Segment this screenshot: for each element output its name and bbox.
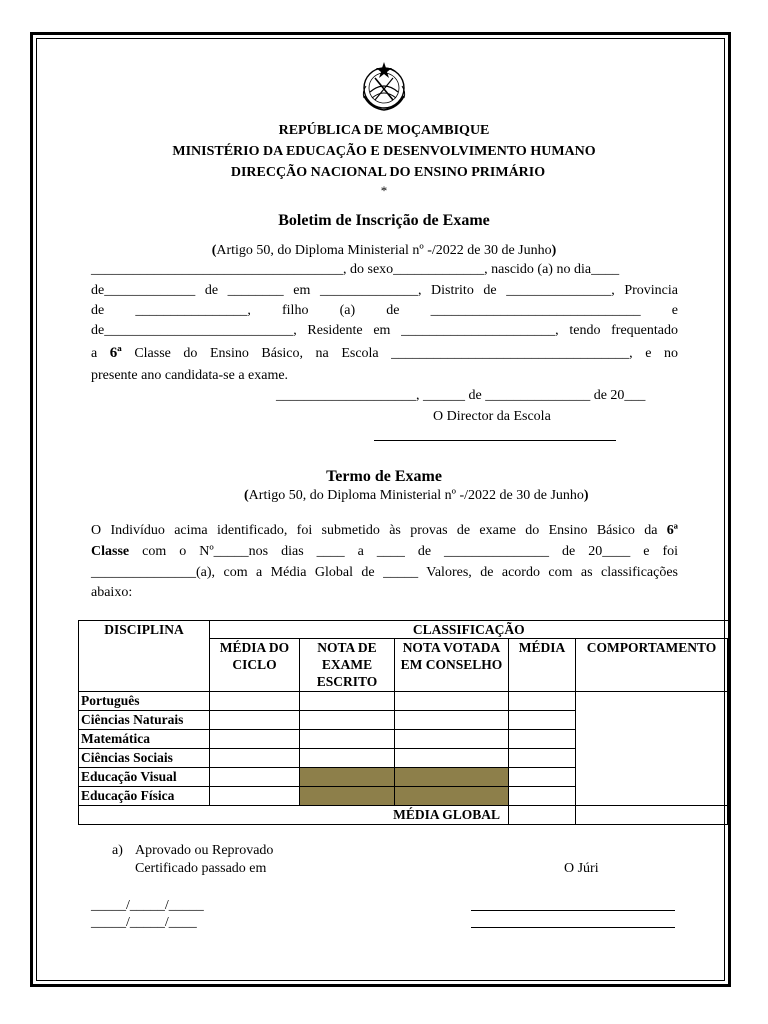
grade-cell-shaded: [395, 787, 509, 806]
boletim-line2: de_____________ de ________ em ______________, Distrito de _______________, Provincia: [91, 283, 678, 298]
media-global-empty: [576, 806, 728, 825]
footer-item-marker: a): [112, 843, 123, 858]
termo-p2: [91, 543, 678, 560]
footer-date1: _____/_____/_____: [91, 898, 204, 913]
grade-cell-shaded: [300, 787, 395, 806]
boletim-line3-g: e: [671, 303, 678, 318]
discipline-name: Educação Física: [79, 787, 210, 806]
grade-cell: [210, 787, 300, 806]
grade-cell: [395, 711, 509, 730]
termo-p4: abaixo:: [91, 585, 133, 600]
boletim-line5: [91, 345, 678, 362]
jury-signature-line-1: [471, 910, 675, 911]
boletim-article-close: ): [551, 243, 557, 258]
footer-approved: Aprovado ou Reprovado: [135, 843, 274, 858]
boletim-line3-f: ______________________________: [430, 303, 641, 318]
grade-cell: [210, 749, 300, 768]
header-directorate: DIRECÇÃO NACIONAL DO ENSINO PRIMÁRIO: [230, 165, 546, 180]
discipline-name: Matemática: [79, 730, 210, 749]
termo-p1: [91, 522, 678, 539]
discipline-name: Ciências Sociais: [79, 749, 210, 768]
footer-date2: _____/_____/____: [91, 915, 197, 930]
table-row: [79, 692, 728, 711]
boletim-article: [36, 242, 732, 259]
grade-cell: [210, 711, 300, 730]
director-signature-line: [374, 440, 616, 441]
grade-cell: [210, 730, 300, 749]
termo-p2-text: com o Nº_____nos dias ____ a ____ de _______________ de 20____ e foi: [129, 544, 678, 559]
termo-p1-class: 6ª: [666, 523, 678, 538]
boletim-line4: de___________________________, Residente em ______________________, tendo frequentado: [91, 323, 678, 338]
termo-p2-classe: Classe: [91, 544, 130, 559]
coat-of-arms-icon: [356, 58, 412, 114]
header-classificacao: CLASSIFICAÇÃO: [210, 621, 728, 639]
grade-cell: [395, 749, 509, 768]
termo-p3: _______________(a), com a Média Global de _____ Valores, de acordo com as classificações: [91, 565, 678, 580]
discipline-name: Português: [79, 692, 210, 711]
boletim-title: Boletim de Inscrição de Exame: [278, 212, 490, 229]
boletim-line3-b: ________________,: [135, 303, 251, 318]
boletim-article-open: (: [211, 243, 217, 258]
header-comportamento: COMPORTAMENTO: [576, 639, 728, 692]
header-media-ciclo: MÉDIA DO CICLO: [210, 639, 300, 692]
grade-cell: [210, 768, 300, 787]
boletim-line3-e: de: [386, 303, 400, 318]
header-disciplina: DISCIPLINA: [79, 621, 210, 692]
boletim-line6: presente ano candidata-se a exame.: [91, 368, 289, 383]
comportamento-cell: [576, 692, 728, 806]
termo-article-text: Artigo 50, do Diploma Ministerial nº -/2022 de 30 de Junho: [248, 488, 584, 503]
grade-cell: [300, 692, 395, 711]
grade-cell: [300, 730, 395, 749]
header-nota-exame: NOTA DE EXAME ESCRITO: [300, 639, 395, 692]
termo-article-close: ): [583, 488, 589, 503]
grade-cell: [509, 711, 576, 730]
boletim-line3: [91, 302, 678, 319]
header-star: *: [380, 183, 388, 198]
boletim-article-text: Artigo 50, do Diploma Ministerial nº -/2022 de 30 de Junho: [216, 243, 552, 258]
termo-title: Termo de Exame: [326, 468, 442, 485]
footer-jury: O Júri: [564, 861, 599, 876]
media-global-value: [509, 806, 576, 825]
grade-cell: [300, 749, 395, 768]
boletim-line3-c: filho: [282, 303, 309, 318]
grades-table: [78, 620, 728, 825]
boletim-date-line: ____________________, ______ de _______________ de 20___: [276, 388, 646, 403]
media-global-label: MÉDIA GLOBAL: [79, 806, 509, 825]
grade-cell: [300, 711, 395, 730]
grade-cell: [509, 749, 576, 768]
grade-cell: [509, 730, 576, 749]
grade-cell: [509, 787, 576, 806]
grade-cell: [509, 692, 576, 711]
header-ministry: MINISTÉRIO DA EDUCAÇÃO E DESENVOLVIMENTO HUMANO: [172, 144, 596, 159]
discipline-name: Educação Visual: [79, 768, 210, 787]
boletim-line3-d: (a): [339, 303, 356, 318]
header-country: REPÚBLICA DE MOÇAMBIQUE: [278, 123, 490, 138]
grade-cell-shaded: [395, 768, 509, 787]
grade-cell: [210, 692, 300, 711]
footer-certificate: Certificado passado em: [135, 861, 267, 876]
grade-cell: [395, 730, 509, 749]
boletim-line3-a: de: [91, 303, 105, 318]
header-nota-votada: NOTA VOTADA EM CONSELHO: [395, 639, 509, 692]
termo-p1-text: O Indivíduo acima identificado, foi submetido às provas de exame do Ensino Básico da: [91, 523, 667, 538]
grade-cell: [395, 692, 509, 711]
discipline-name: Ciências Naturais: [79, 711, 210, 730]
boletim-line1: ____________________________________, do sexo_____________, nascido (a) no dia____: [91, 262, 620, 277]
grade-cell: [509, 768, 576, 787]
boletim-line5-class: 6ª: [109, 345, 122, 361]
jury-signature-line-2: [471, 927, 675, 928]
termo-article: [244, 487, 589, 504]
termo-article-open: (: [244, 488, 249, 503]
boletim-signer: O Director da Escola: [433, 409, 551, 424]
header-media: MÉDIA: [509, 639, 576, 692]
grade-cell-shaded: [300, 768, 395, 787]
boletim-line5-pre: a: [91, 346, 110, 361]
boletim-line5-post: Classe do Ensino Básico, na Escola __________________________________, e no: [121, 346, 678, 361]
media-global-row: [79, 806, 728, 825]
